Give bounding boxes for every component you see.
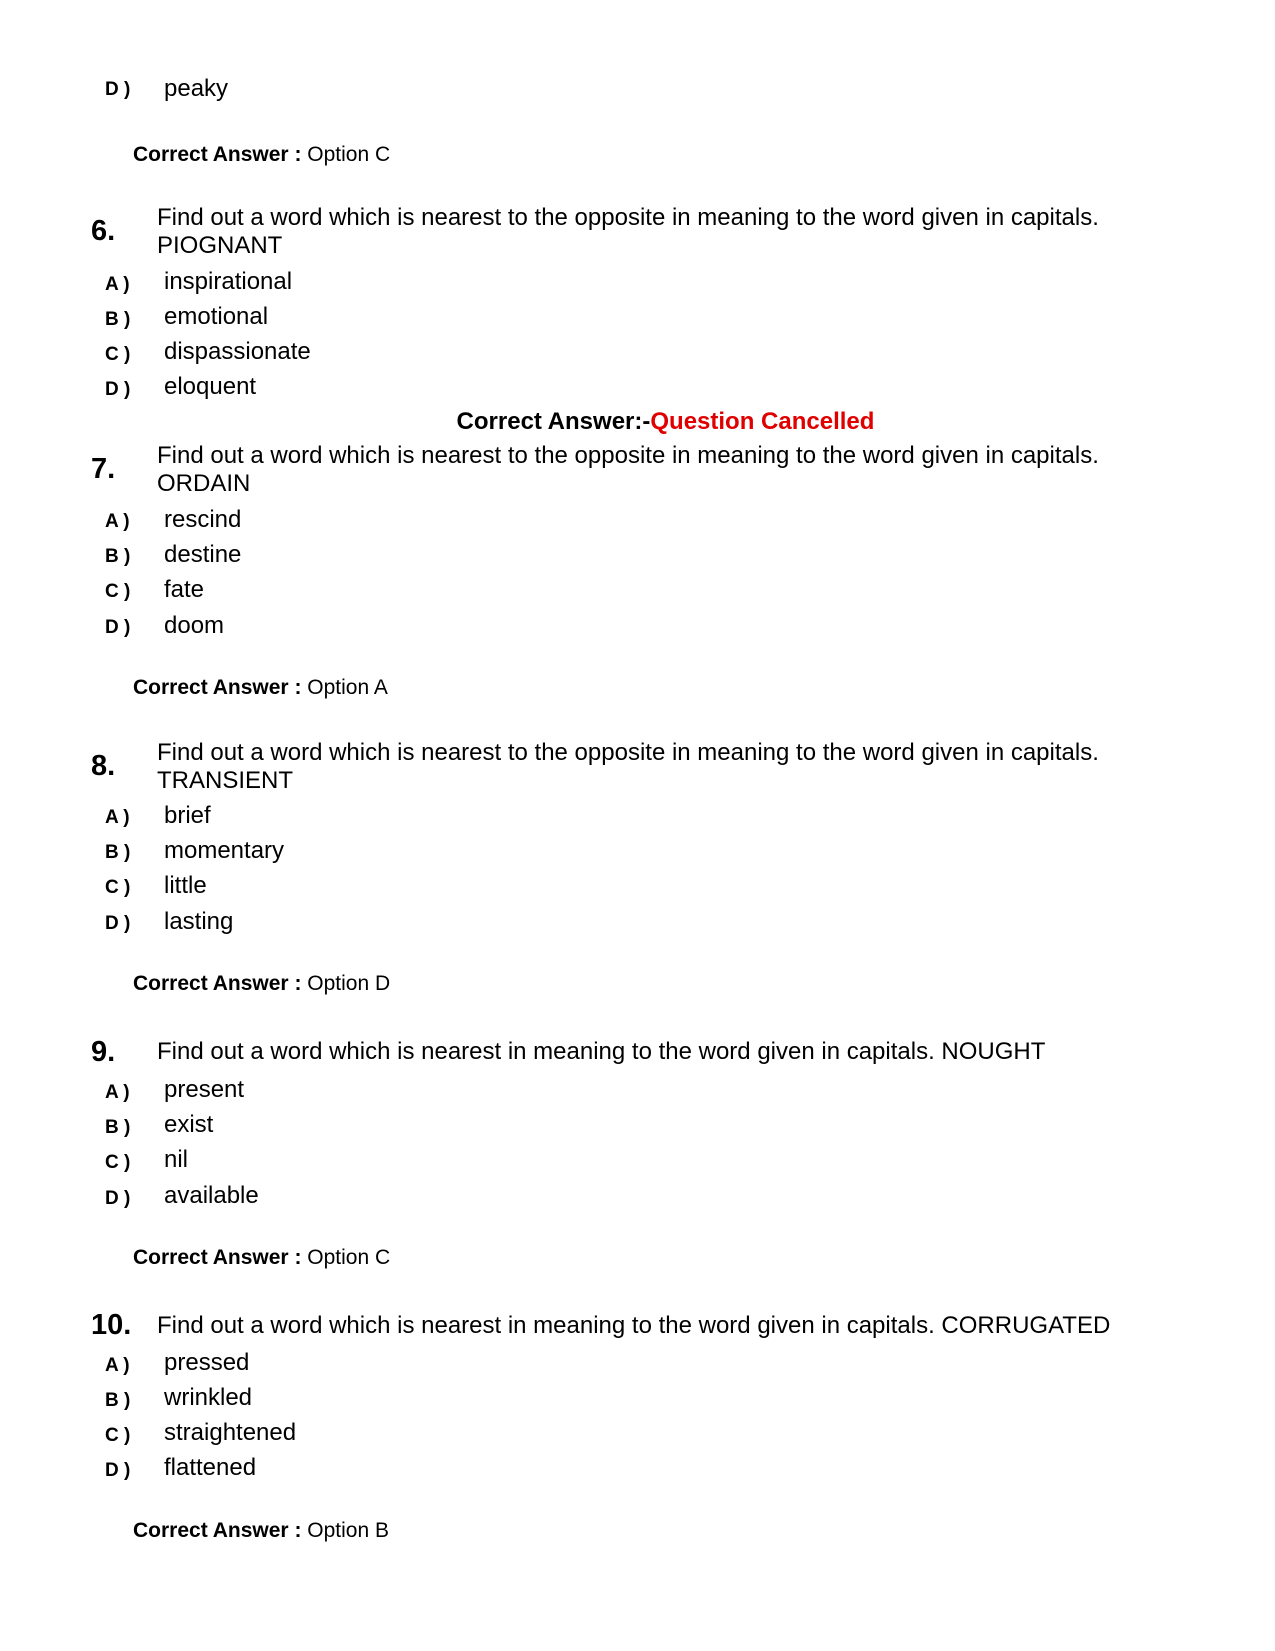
question-text (157, 1038, 1045, 1066)
question-number: 6. (91, 215, 116, 247)
option-text: fate (164, 576, 205, 603)
question-text (157, 442, 1099, 498)
correct-answer (133, 1246, 390, 1270)
question-number: 8. (91, 750, 116, 782)
correct-answer (133, 972, 390, 996)
question-line: Find out a word which is nearest to the opposite in meaning to the word given in capitals. (157, 204, 1099, 231)
correct-answer-value: Option B (307, 1519, 389, 1542)
correct-answer-label: Correct Answer : (133, 676, 302, 699)
option-text: rescind (164, 506, 242, 533)
question-text (157, 1312, 1110, 1340)
option-text: present (164, 1076, 245, 1103)
correct-answer-label: Correct Answer : (133, 1246, 302, 1269)
option-label: C ) (105, 344, 131, 365)
cancelled-answer (0, 408, 1275, 436)
question-word: ORDAIN (157, 470, 251, 497)
option-label: A ) (105, 1355, 130, 1376)
option-label: C ) (105, 581, 131, 602)
question-line: Find out a word which is nearest to the opposite in meaning to the word given in capitals. (157, 739, 1099, 766)
option-label: A ) (105, 511, 130, 532)
option-label: C ) (105, 1425, 131, 1446)
correct-answer-value: Option C (307, 1246, 391, 1269)
option-text: wrinkled (164, 1384, 253, 1411)
question-word: TRANSIENT (157, 767, 294, 794)
option-text: flattened (164, 1454, 257, 1481)
option-text: exist (164, 1111, 214, 1138)
correct-answer (133, 676, 388, 700)
option-label: B ) (105, 546, 131, 567)
correct-answer-value: Option D (307, 972, 391, 995)
question-line: Find out a word which is nearest in meaning to the word given in capitals. NOUGHT (157, 1038, 1046, 1065)
option-text: peaky (164, 75, 229, 102)
option-label: A ) (105, 274, 130, 295)
option-label: C ) (105, 1152, 131, 1173)
cancelled-status: Question Cancelled (650, 408, 875, 435)
question-line: Find out a word which is nearest to the opposite in meaning to the word given in capitals. (157, 442, 1099, 469)
option-label: D ) (105, 1460, 131, 1481)
question-number: 7. (91, 453, 116, 485)
option-text: pressed (164, 1349, 250, 1376)
question-number: 10. (91, 1309, 132, 1341)
option-text: momentary (164, 837, 285, 864)
option-label: B ) (105, 1390, 131, 1411)
option-text: straightened (164, 1419, 297, 1446)
cancelled-answer-label: Correct Answer:- (456, 408, 651, 435)
question-number: 9. (91, 1036, 116, 1068)
option-label: D ) (105, 79, 131, 100)
option-text: destine (164, 541, 242, 568)
option-text: inspirational (164, 268, 293, 295)
correct-answer (133, 143, 390, 167)
option-label: D ) (105, 617, 131, 638)
option-label: A ) (105, 807, 130, 828)
question-text (157, 739, 1099, 795)
correct-answer-label: Correct Answer : (133, 1519, 302, 1542)
option-label: B ) (105, 842, 131, 863)
option-text: nil (164, 1146, 189, 1173)
option-label: A ) (105, 1082, 130, 1103)
option-label: B ) (105, 309, 131, 330)
correct-answer-value: Option A (307, 676, 388, 699)
option-text: little (164, 872, 207, 899)
option-text: doom (164, 612, 225, 639)
option-text: dispassionate (164, 338, 311, 365)
option-text: available (164, 1182, 259, 1209)
correct-answer (133, 1519, 389, 1543)
correct-answer-label: Correct Answer : (133, 143, 302, 166)
correct-answer-label: Correct Answer : (133, 972, 302, 995)
option-text: lasting (164, 908, 234, 935)
option-label: D ) (105, 913, 131, 934)
option-label: B ) (105, 1117, 131, 1138)
option-label: D ) (105, 1188, 131, 1209)
option-text: eloquent (164, 373, 257, 400)
correct-answer-value: Option C (307, 143, 391, 166)
question-word: PIOGNANT (157, 232, 283, 259)
option-text: brief (164, 802, 211, 829)
question-text (157, 204, 1099, 260)
question-line: Find out a word which is nearest in meaning to the word given in capitals. CORRUGATED (157, 1312, 1111, 1339)
option-label: C ) (105, 877, 131, 898)
option-text: emotional (164, 303, 269, 330)
option-label: D ) (105, 379, 131, 400)
